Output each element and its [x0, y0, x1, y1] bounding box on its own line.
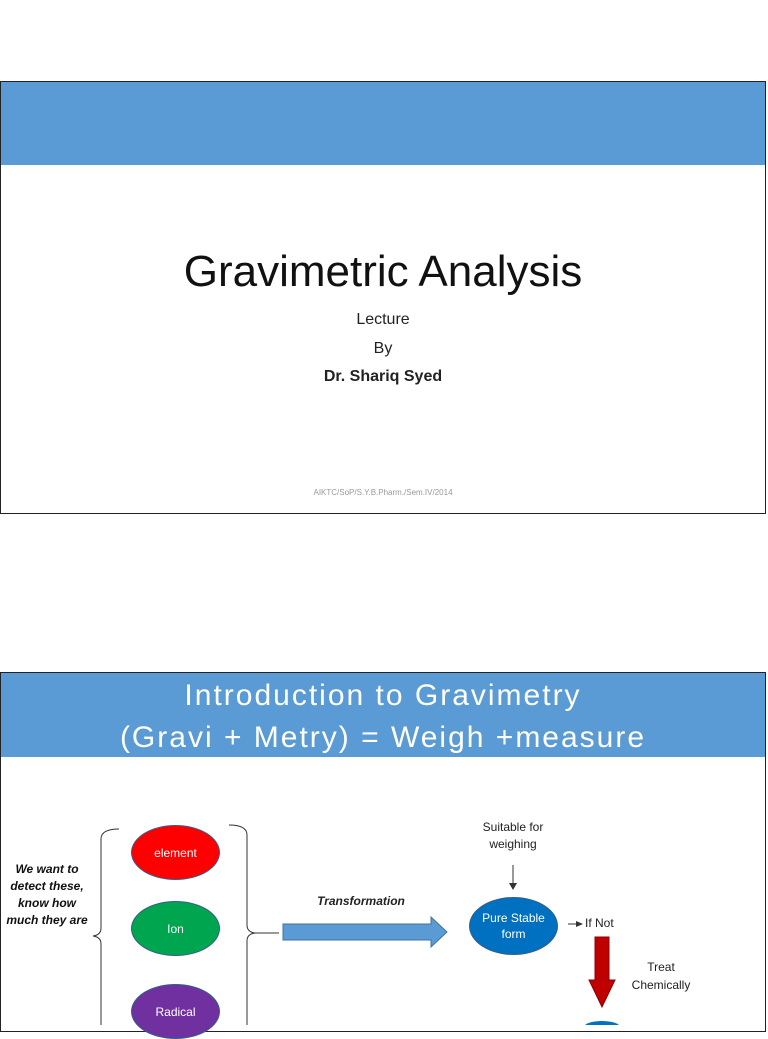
slide-heading-line2: (Gravi + Metry) = Weigh +measure [119, 721, 647, 754]
author-name: Dr. Shariq Syed [323, 368, 443, 385]
ion-oval: Ion [131, 901, 220, 956]
if-not-arrow-head [576, 921, 583, 927]
element-oval: element [131, 825, 220, 880]
left-brace [93, 829, 119, 1025]
suitable-down-arrow-head [509, 883, 517, 890]
slide-footer: AIKTC/SoP/S.Y.B.Pharm./Sem.IV/2014 [313, 488, 453, 497]
suitable-for-weighing-label: Suitable for weighing [482, 820, 544, 851]
by-label: By [373, 340, 393, 357]
pure-stable-form-oval: Pure Stable form [469, 897, 558, 955]
header-band [1, 82, 765, 165]
slide-title [0, 81, 766, 514]
slide-heading-line1: Introduction to Gravimetry [184, 679, 582, 712]
transformation-label: Transformation [317, 894, 405, 908]
slide-title-text: Gravimetric Analysis [183, 247, 583, 296]
lecture-label: Lecture [356, 311, 410, 328]
radical-oval: Radical [131, 984, 220, 1039]
next-oval-partial [584, 1021, 620, 1025]
slide-introduction [0, 672, 766, 1032]
right-brace [229, 825, 255, 1025]
if-not-label: If Not [585, 916, 614, 930]
transformation-arrow [283, 917, 447, 947]
left-note: We want to detect these, know how much they are [6, 862, 88, 927]
treat-chemically-arrow [589, 937, 615, 1007]
treat-chemically-label: Treat Chemically [631, 960, 691, 992]
